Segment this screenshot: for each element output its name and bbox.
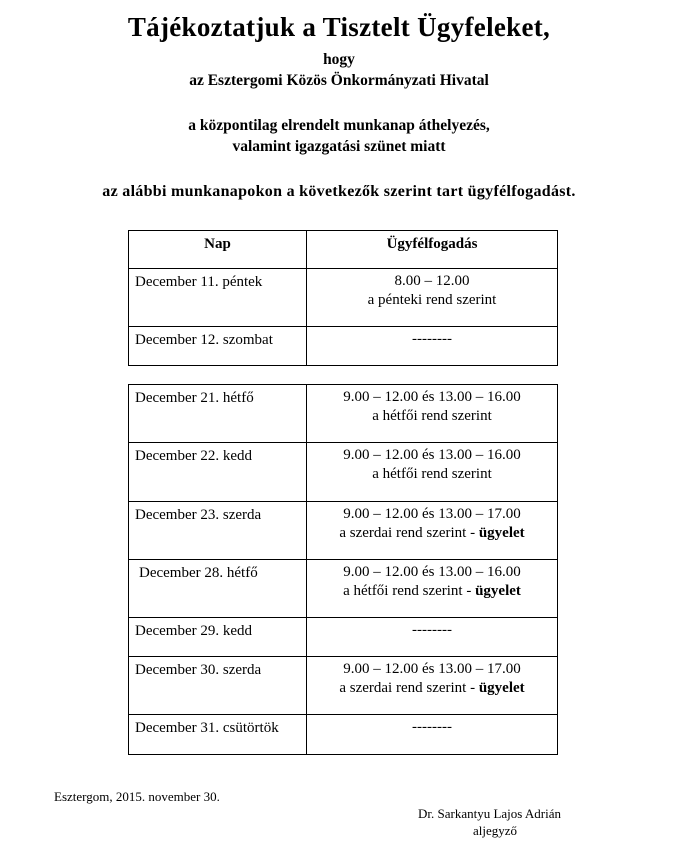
table-header-row [129,231,558,269]
row-note-line [307,582,557,601]
row-day: December 11. péntek [129,269,307,327]
row-note: a hétfői rend szerint [372,408,492,424]
table-row [129,327,558,366]
duty-label: ügyelet [478,525,525,541]
row-day: December 28. hétfő [129,560,307,618]
table-row [129,560,558,618]
row-hours-cell [307,269,558,327]
row-hours: 8.00 – 12.00 [394,273,470,289]
notice-line-reason-2: valamint igazgatási szünet miatt [232,138,446,155]
table-row [129,385,558,443]
row-day: December 31. csütörtök [129,715,307,755]
row-note: a hétfői rend szerint - [343,583,476,599]
row-day: December 23. szerda [129,502,307,560]
row-hours-cell [307,385,558,443]
duty-label: ügyelet [475,583,521,599]
schedule-table-2 [128,384,558,755]
row-hours-cell [307,560,558,618]
table-row [129,618,558,657]
row-day: December 12. szombat [129,327,307,366]
row-day: December 22. kedd [129,443,307,502]
row-day: December 29. kedd [129,618,307,657]
notice-line-hogy: hogy [323,51,355,68]
table-row [129,715,558,755]
row-hours-cell [307,618,558,657]
row-hours-cell [307,443,558,502]
header-day: Nap [129,231,307,269]
row-hours: 9.00 – 12.00 és 13.00 – 16.00 [343,389,521,405]
row-note: a szerdai rend szerint - [339,525,479,541]
place-and-date: Esztergom, 2015. november 30. [54,789,220,804]
table-row [129,502,558,560]
row-note: a hétfői rend szerint [372,466,492,482]
row-day: December 21. hétfő [129,385,307,443]
table-row [129,269,558,327]
signatory-role: aljegyző [473,823,518,838]
row-hours: -------- [412,331,452,347]
table-row [129,443,558,502]
notice-line-intro: az alábbi munkanapokon a következők szerint tart ügyfélfogadást. [102,183,576,200]
row-hours: 9.00 – 12.00 és 13.00 – 17.00 [343,506,521,522]
table-row [129,657,558,715]
header-hours: Ügyfélfogadás [307,231,558,269]
signatory-name: Dr. Sarkantyu Lajos Adrián [418,806,561,821]
row-note: a pénteki rend szerint [367,292,497,308]
row-hours-cell [307,715,558,755]
row-hours-cell [307,657,558,715]
duty-label: ügyelet [478,680,525,696]
notice-line-office: az Esztergomi Közös Önkormányzati Hivatal [189,72,489,89]
row-hours-cell [307,327,558,366]
row-hours: -------- [412,622,452,638]
notice-line-reason-1: a központilag elrendelt munkanap áthelyezés, [188,117,490,134]
row-hours: -------- [412,719,452,735]
row-note: a szerdai rend szerint - [339,680,479,696]
row-hours: 9.00 – 12.00 és 13.00 – 16.00 [343,447,521,463]
row-note-line [307,524,557,543]
schedule-table-1 [128,230,558,366]
row-note-line [307,679,557,698]
row-day: December 30. szerda [129,657,307,715]
row-hours-cell [307,502,558,560]
row-hours: 9.00 – 12.00 és 13.00 – 16.00 [343,564,521,580]
notice-title: Tájékoztatjuk a Tisztelt Ügyfeleket, [127,12,551,42]
row-hours: 9.00 – 12.00 és 13.00 – 17.00 [343,661,521,677]
